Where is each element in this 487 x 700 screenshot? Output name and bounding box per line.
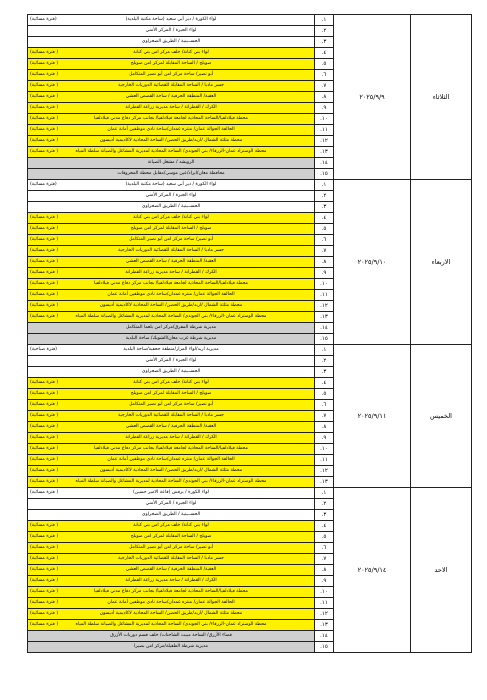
row-number: ١٥.	[315, 334, 334, 345]
location-name: لواء بني كنانة/ خلف مركز امن بني كنانة	[133, 523, 209, 528]
location-content	[28, 235, 314, 245]
location-name: محطة الوستراد عمان-الزرقاء/ بني الجوندي/ الساحة المحاذية لمديرية المشاغل والصيانة سلطة المياه	[75, 314, 267, 319]
location-cell	[28, 59, 315, 70]
location-name: جسر مادبا / الساحة المقابلة للقضائية الدوريات الخارجية	[118, 413, 224, 418]
period-note: ( فترة مسائية)	[30, 413, 59, 418]
location-cell	[28, 345, 315, 356]
row-number: ١٠.	[315, 444, 334, 455]
period-note: ( فترة مسائية)	[30, 248, 59, 253]
row-number: ١١.	[315, 290, 334, 301]
location-name: الحالفة الجوالة عمان/ منتزه غمدان/ساحة نادي موظفين أمانة عمان	[107, 292, 235, 297]
location-name: محطة الوستراد عمان-الزرقاء/ بني الجوندي/ الساحة المحاذية لمديرية المشاغل والصيانة سلطة المياه	[75, 149, 267, 154]
location-cell	[28, 180, 315, 191]
location-content	[28, 598, 314, 608]
location-cell	[28, 444, 315, 455]
location-name: الحســينية / الطريق الصحراوي	[141, 204, 201, 209]
location-cell	[28, 37, 315, 48]
row-number: ١.	[315, 15, 334, 26]
location-cell	[28, 609, 315, 620]
period-note: ( فترة مسائية)	[30, 523, 59, 528]
location-content	[28, 422, 314, 432]
location-content	[28, 147, 314, 157]
location-cell	[28, 466, 315, 477]
location-content	[28, 367, 314, 377]
row-number: ٧.	[315, 411, 334, 422]
period-note: ( فترة مسائية)	[30, 435, 59, 440]
location-name: صويلح / الساحة المقابلة لمركز امن صويلح	[130, 391, 212, 396]
row-number: ٧.	[315, 81, 334, 92]
location-name: لواء الكورة / دير أبي سعيد (ساحة مكتبة البلدية)	[125, 182, 217, 187]
location-content	[28, 389, 314, 399]
location-cell	[28, 202, 315, 213]
location-content	[28, 488, 314, 498]
location-cell	[28, 15, 315, 26]
period-note: ( فترة مسائية)	[30, 127, 59, 132]
period-note: ( فترة مسائية)	[30, 578, 59, 583]
period-note: ( فترة مسائية)	[30, 534, 59, 539]
period-note: ( فترة مسائية)	[30, 72, 59, 77]
location-content	[28, 609, 314, 619]
period-note: ( فترة مسائية)	[30, 237, 59, 242]
row-number: ٤.	[315, 521, 334, 532]
row-number: ٨.	[315, 92, 334, 103]
location-content	[28, 103, 314, 113]
location-cell	[28, 136, 315, 147]
location-name: مديرية شرطة غرب معان/الشوبك/ ساحة البلدية	[125, 336, 217, 341]
row-number: ٩.	[315, 433, 334, 444]
period-note: ( فترة مسائية)	[30, 446, 59, 451]
location-name: الحالفة الجوالة عمان/ منتزه غمدان/ساحة نادي موظفين أمانة عمان	[107, 600, 235, 605]
row-number: ١٣.	[315, 620, 334, 631]
row-number: ٢.	[315, 191, 334, 202]
location-content	[28, 565, 314, 575]
location-name: الحســينية / الطريق الصحراوي	[141, 39, 201, 44]
location-cell	[28, 400, 315, 411]
location-name: الحســينية / الطريق الصحراوي	[141, 512, 201, 517]
location-cell	[28, 26, 315, 37]
row-number: ١٤.	[315, 323, 334, 334]
period-note: (فترة مسائية)	[30, 182, 57, 187]
row-number: ٦.	[315, 70, 334, 81]
location-name: محطة فيلادلفيا/الساحة المحاذية لجامعة فيلادلفيا/ بجانب مركز دفاع مدني فيلادلفيا	[94, 589, 248, 594]
location-content	[28, 224, 314, 234]
location-cell	[28, 48, 315, 59]
row-number: ١٤.	[315, 631, 334, 642]
location-name: محطة فيلادلفيا/الساحة المحاذية لجامعة فيلادلفيا/ بجانب مركز دفاع مدني فيلادلفيا	[94, 446, 248, 451]
row-number: ١٠.	[315, 587, 334, 598]
location-name: لواء الجيزة / المركز الأمني	[145, 358, 197, 363]
schedule-table	[27, 14, 472, 653]
row-number: ١٢.	[315, 609, 334, 620]
location-cell	[28, 125, 315, 136]
location-cell	[28, 356, 315, 367]
row-number: ١٢.	[315, 136, 334, 147]
location-content	[28, 554, 314, 564]
period-note: ( فترة مسائية)	[30, 589, 59, 594]
location-name: مديرية اربد/لواء المزار/منطقة جحفية/ساحة البلدية	[123, 347, 219, 352]
period-note: ( فترة مسائية)	[30, 138, 59, 143]
day-cell: الثلاثاء	[411, 15, 472, 180]
location-cell	[28, 246, 315, 257]
location-cell	[28, 301, 315, 312]
location-content	[28, 378, 314, 388]
location-cell	[28, 290, 315, 301]
location-name: العقبة/ المنطقة الحرفية / ساحة القصص العشي	[125, 567, 217, 572]
location-cell	[28, 114, 315, 125]
period-note: ( فترة مسائية)	[30, 215, 59, 220]
table-row	[28, 345, 472, 356]
location-content	[28, 356, 314, 366]
location-name: جسر مادبا / الساحة المقابلة للقضائية الدوريات الخارجية	[118, 556, 224, 561]
period-note: ( فترة مسائية)	[30, 281, 59, 286]
location-name: لواء بني كنانة/ خلف مركز امن بني كنانة	[133, 50, 209, 55]
date-cell: ٢٠٢٥/٩/١١	[334, 345, 411, 488]
location-content	[28, 15, 314, 25]
row-number: ١٣.	[315, 477, 334, 488]
period-note: ( فترة مسائية)	[30, 303, 59, 308]
period-note: ( فترة مسائية)	[30, 479, 59, 484]
day-cell: الاحد	[411, 488, 472, 653]
location-content	[28, 455, 314, 465]
location-content	[28, 312, 314, 322]
location-name: أبو نصير/ ساحة مركز امن أبو نصير المتكامل	[128, 545, 214, 550]
row-number: ١٠.	[315, 114, 334, 125]
location-content	[28, 499, 314, 509]
row-number: ١٥.	[315, 169, 334, 180]
row-number: ٧.	[315, 554, 334, 565]
row-number: ٨.	[315, 422, 334, 433]
location-cell	[28, 81, 315, 92]
period-note: ( فترة مسائية)	[30, 61, 59, 66]
location-content	[28, 411, 314, 421]
location-name: محافظة معان/ايراد/عين موسى/مقابل محطة المحروقات	[117, 171, 225, 176]
location-name: جسر مادبا / الساحة المقابلة للقضائية الدوريات الخارجية	[118, 83, 224, 88]
period-note: ( فترة مسائية)	[30, 567, 59, 572]
period-note: ( فترة مسائية)	[30, 457, 59, 462]
period-note: ( فترة مسائية)	[30, 226, 59, 231]
location-cell	[28, 268, 315, 279]
location-name: قضاء الأزرق/ الساحة مبيت الشاحنات/ خلف قسم دوريات الأزرق	[110, 633, 232, 638]
period-note: ( فترة مسائية)	[30, 105, 59, 110]
period-note: ( فترة مسائية)	[30, 292, 59, 297]
location-name: محطة فيلادلفيا/الساحة المحاذية لجامعة فيلادلفيا/ بجانب مركز دفاع مدني فيلادلفيا	[94, 281, 248, 286]
table-row	[28, 180, 472, 191]
location-name: لواء الكورة / برقش (قاعة الامير حسين)	[132, 490, 210, 495]
location-cell	[28, 70, 315, 81]
location-content	[28, 257, 314, 267]
location-cell	[28, 532, 315, 543]
location-cell	[28, 598, 315, 609]
period-note: ( فترة مسائية)	[30, 380, 59, 385]
row-number: ٥.	[315, 224, 334, 235]
period-note: ( فترة مسائية)	[30, 50, 59, 55]
location-cell	[28, 620, 315, 631]
location-cell	[28, 147, 315, 158]
location-content	[28, 620, 314, 630]
location-cell	[28, 158, 315, 169]
location-name: محطة مثلثة الشمال /اربد/طريق الحصن/ الساحة المحاذية لاكاديمية أديسون	[99, 303, 243, 308]
row-number: ٩.	[315, 103, 334, 114]
location-cell	[28, 169, 315, 180]
location-name: الكرك / القطرانة / ساحة مديرية زراعة القطرانة	[125, 105, 217, 110]
location-name: الحالفة الجوالة عمان/ منتزه غمدان/ساحة نادي موظفين أمانة عمان	[107, 457, 235, 462]
row-number: ٧.	[315, 246, 334, 257]
location-name: الحالفة الجوالة عمان/ منتزه غمدان/ساحة نادي موظفين أمانة عمان	[107, 127, 235, 132]
location-cell	[28, 543, 315, 554]
row-number: ٤.	[315, 48, 334, 59]
location-name: العقبة/ المنطقة الحرفية / ساحة القصص العشي	[125, 94, 217, 99]
location-name: لواء الجيزة / المركز الأمني	[145, 501, 197, 506]
location-content	[28, 279, 314, 289]
location-name: أبو نصير/ ساحة مركز امن أبو نصير المتكامل	[128, 402, 214, 407]
row-number: ١٢.	[315, 466, 334, 477]
location-content	[28, 334, 314, 344]
day-cell: الخميس	[411, 345, 472, 488]
location-name: الكرك / القطرانة / ساحة مديرية زراعة القطرانة	[125, 578, 217, 583]
row-number: ١١.	[315, 598, 334, 609]
location-name: محطة مثلثة الشمال /اربد/طريق الحصن/ الساحة المحاذية لاكاديمية أديسون	[99, 468, 243, 473]
row-number: ٨.	[315, 257, 334, 268]
location-cell	[28, 334, 315, 345]
period-note: ( فترة مسائية)	[30, 402, 59, 407]
row-number: ٣.	[315, 510, 334, 521]
row-number: ١٢.	[315, 301, 334, 312]
row-number: ٥.	[315, 389, 334, 400]
location-cell	[28, 554, 315, 565]
location-cell	[28, 378, 315, 389]
location-cell	[28, 631, 315, 642]
location-name: الكرك / القطرانة / ساحة مديرية زراعة القطرانة	[125, 435, 217, 440]
period-note: ( فترة مسائية)	[30, 556, 59, 561]
period-note: ( فترة مسائية)	[30, 391, 59, 396]
row-number: ٤.	[315, 378, 334, 389]
row-number: ٩.	[315, 268, 334, 279]
location-name: لواء بني كنانة/ خلف مركز امن بني كنانة	[133, 215, 209, 220]
location-content	[28, 323, 314, 333]
period-note: ( فترة مسائية)	[30, 600, 59, 605]
location-name: محطة فيلادلفيا/الساحة المحاذية لجامعة فيلادلفيا/ بجانب مركز دفاع مدني فيلادلفيا	[94, 116, 248, 121]
period-note: ( فترة مسائية)	[30, 149, 59, 154]
location-name: لواء الجيزة / المركز الأمني	[145, 193, 197, 198]
location-cell	[28, 576, 315, 587]
location-cell	[28, 433, 315, 444]
row-number: ١١.	[315, 125, 334, 136]
row-number: ٥.	[315, 532, 334, 543]
location-name: مديرية شرطة المفرق/مركز امن بلعما المتكامل	[125, 325, 217, 330]
location-name: أبو نصير/ ساحة مركز امن أبو نصير المتكامل	[128, 72, 214, 77]
row-number: ١.	[315, 180, 334, 191]
date-cell: ٢٠٢٥/٩/١٤	[334, 488, 411, 653]
location-content	[28, 125, 314, 135]
location-name: مديرية شرطة الطفيلة/مركز امن بصيرا	[134, 644, 208, 649]
location-content	[28, 444, 314, 454]
row-number: ٥.	[315, 59, 334, 70]
period-note: ( فترة مسائية)	[30, 314, 59, 319]
location-content	[28, 532, 314, 542]
location-content	[28, 400, 314, 410]
row-number: ٣.	[315, 202, 334, 213]
location-name: أبو نصير/ ساحة مركز امن أبو نصير المتكامل	[128, 237, 214, 242]
period-note: (فترة مسائية)	[30, 17, 57, 22]
location-name: محطة مثلثة الشمال /اربد/طريق الحصن/ الساحة المحاذية لاكاديمية أديسون	[99, 138, 243, 143]
row-number: ٢.	[315, 499, 334, 510]
row-number: ١.	[315, 345, 334, 356]
location-name: صويلح / الساحة المقابلة لمركز امن صويلح	[130, 534, 212, 539]
location-content	[28, 213, 314, 223]
row-number: ١٥.	[315, 642, 334, 653]
location-content	[28, 543, 314, 553]
period-note: ( فترة مسائية)	[30, 116, 59, 121]
row-number: ١.	[315, 488, 334, 499]
location-content	[28, 136, 314, 146]
location-cell	[28, 92, 315, 103]
location-name: محطة الوستراد عمان-الزرقاء/ بني الجوندي/ الساحة المحاذية لمديرية المشاغل والصيانة سلطة المياه	[75, 622, 267, 627]
location-content	[28, 587, 314, 597]
location-content	[28, 114, 314, 124]
location-content	[28, 191, 314, 201]
location-name: العقبة/ المنطقة الحرفية / ساحة القصص العشي	[125, 259, 217, 264]
location-name: لواء الكورة / دير أبي سعيد (ساحة مكتبة البلدية)	[125, 17, 217, 22]
location-content	[28, 202, 314, 212]
row-number: ٦.	[315, 235, 334, 246]
location-content	[28, 433, 314, 443]
row-number: ١٣.	[315, 147, 334, 158]
location-content	[28, 81, 314, 91]
location-content	[28, 48, 314, 58]
row-number: ٣.	[315, 367, 334, 378]
location-content	[28, 180, 314, 190]
location-cell	[28, 235, 315, 246]
location-cell	[28, 411, 315, 422]
period-note: ( فترة مسائية)	[30, 622, 59, 627]
location-cell	[28, 455, 315, 466]
row-number: ١١.	[315, 455, 334, 466]
day-cell: الاربعاء	[411, 180, 472, 345]
location-cell	[28, 488, 315, 499]
location-content	[28, 169, 314, 179]
location-name: جسر مادبا / الساحة المقابلة للقضائية الدوريات الخارجية	[118, 248, 224, 253]
row-number: ٦.	[315, 400, 334, 411]
row-number: ٨.	[315, 565, 334, 576]
location-cell	[28, 587, 315, 598]
location-cell	[28, 191, 315, 202]
location-cell	[28, 389, 315, 400]
period-note: ( فترة مسائية)	[30, 259, 59, 264]
location-name: صويلح / الساحة المقابلة لمركز امن صويلح	[130, 226, 212, 231]
schedule-body	[28, 15, 472, 653]
location-content	[28, 92, 314, 102]
location-cell	[28, 323, 315, 334]
location-content	[28, 158, 314, 168]
location-content	[28, 521, 314, 531]
location-content	[28, 642, 314, 652]
location-content	[28, 510, 314, 520]
location-content	[28, 466, 314, 476]
date-cell: ٢٠٢٥/٩/١٠	[334, 180, 411, 345]
row-number: ٣.	[315, 37, 334, 48]
location-content	[28, 268, 314, 278]
location-cell	[28, 312, 315, 323]
location-cell	[28, 642, 315, 653]
location-name: الحســينية / الطريق الصحراوي	[141, 369, 201, 374]
period-note: ( فترة مسائية)	[30, 83, 59, 88]
location-cell	[28, 279, 315, 290]
location-name: العقبة/ المنطقة الحرفية / ساحة القصص العشي	[125, 424, 217, 429]
location-content	[28, 246, 314, 256]
location-content	[28, 26, 314, 36]
location-name: لواء بني كنانة/ خلف مركز امن بني كنانة	[133, 380, 209, 385]
location-content	[28, 70, 314, 80]
table-row	[28, 15, 472, 26]
period-note: (فترة صباحية)	[30, 347, 57, 352]
location-name: لواء الجيزة / المركز الأمني	[145, 28, 197, 33]
location-name: الرويشد / مشغل الصيانة	[147, 160, 195, 165]
location-cell	[28, 257, 315, 268]
row-number: ٤.	[315, 213, 334, 224]
location-cell	[28, 224, 315, 235]
location-content	[28, 37, 314, 47]
period-note: ( فترة مسائية)	[30, 424, 59, 429]
row-number: ٩.	[315, 576, 334, 587]
location-cell	[28, 565, 315, 576]
row-number: ١٠.	[315, 279, 334, 290]
period-note: ( فترة مسائية)	[30, 611, 59, 616]
period-note: ( فترة مسائية)	[30, 270, 59, 275]
location-content	[28, 631, 314, 641]
location-content	[28, 301, 314, 311]
period-note: ( فترة مسائية)	[30, 94, 59, 99]
location-content	[28, 576, 314, 586]
location-content	[28, 290, 314, 300]
row-number: ٢.	[315, 26, 334, 37]
location-cell	[28, 213, 315, 224]
location-content	[28, 477, 314, 487]
location-name: صويلح / الساحة المقابلة لمركز امن صويلح	[130, 61, 212, 66]
location-cell	[28, 510, 315, 521]
row-number: ٦.	[315, 543, 334, 554]
location-cell	[28, 477, 315, 488]
location-cell	[28, 499, 315, 510]
row-number: ١٣.	[315, 312, 334, 323]
period-note: ( فترة مسائية)	[30, 468, 59, 473]
location-cell	[28, 103, 315, 114]
location-cell	[28, 521, 315, 532]
location-cell	[28, 422, 315, 433]
period-note: ( فترة مسائية)	[30, 545, 59, 550]
location-name: محطة مثلثة الشمال /اربد/طريق الحصن/ الساحة المحاذية لاكاديمية أديسون	[99, 611, 243, 616]
row-number: ١٤.	[315, 158, 334, 169]
location-cell	[28, 367, 315, 378]
location-content	[28, 345, 314, 355]
table-row	[28, 488, 472, 499]
period-note: ( فترة مسائية)	[30, 490, 59, 495]
location-name: الكرك / القطرانة / ساحة مديرية زراعة القطرانة	[125, 270, 217, 275]
location-name: محطة الوستراد عمان-الزرقاء/ بني الجوندي/ الساحة المحاذية لمديرية المشاغل والصيانة سلطة المياه	[75, 479, 267, 484]
row-number: ٢.	[315, 356, 334, 367]
location-content	[28, 59, 314, 69]
date-cell: ٢٠٢٥/٩/٩	[334, 15, 411, 180]
